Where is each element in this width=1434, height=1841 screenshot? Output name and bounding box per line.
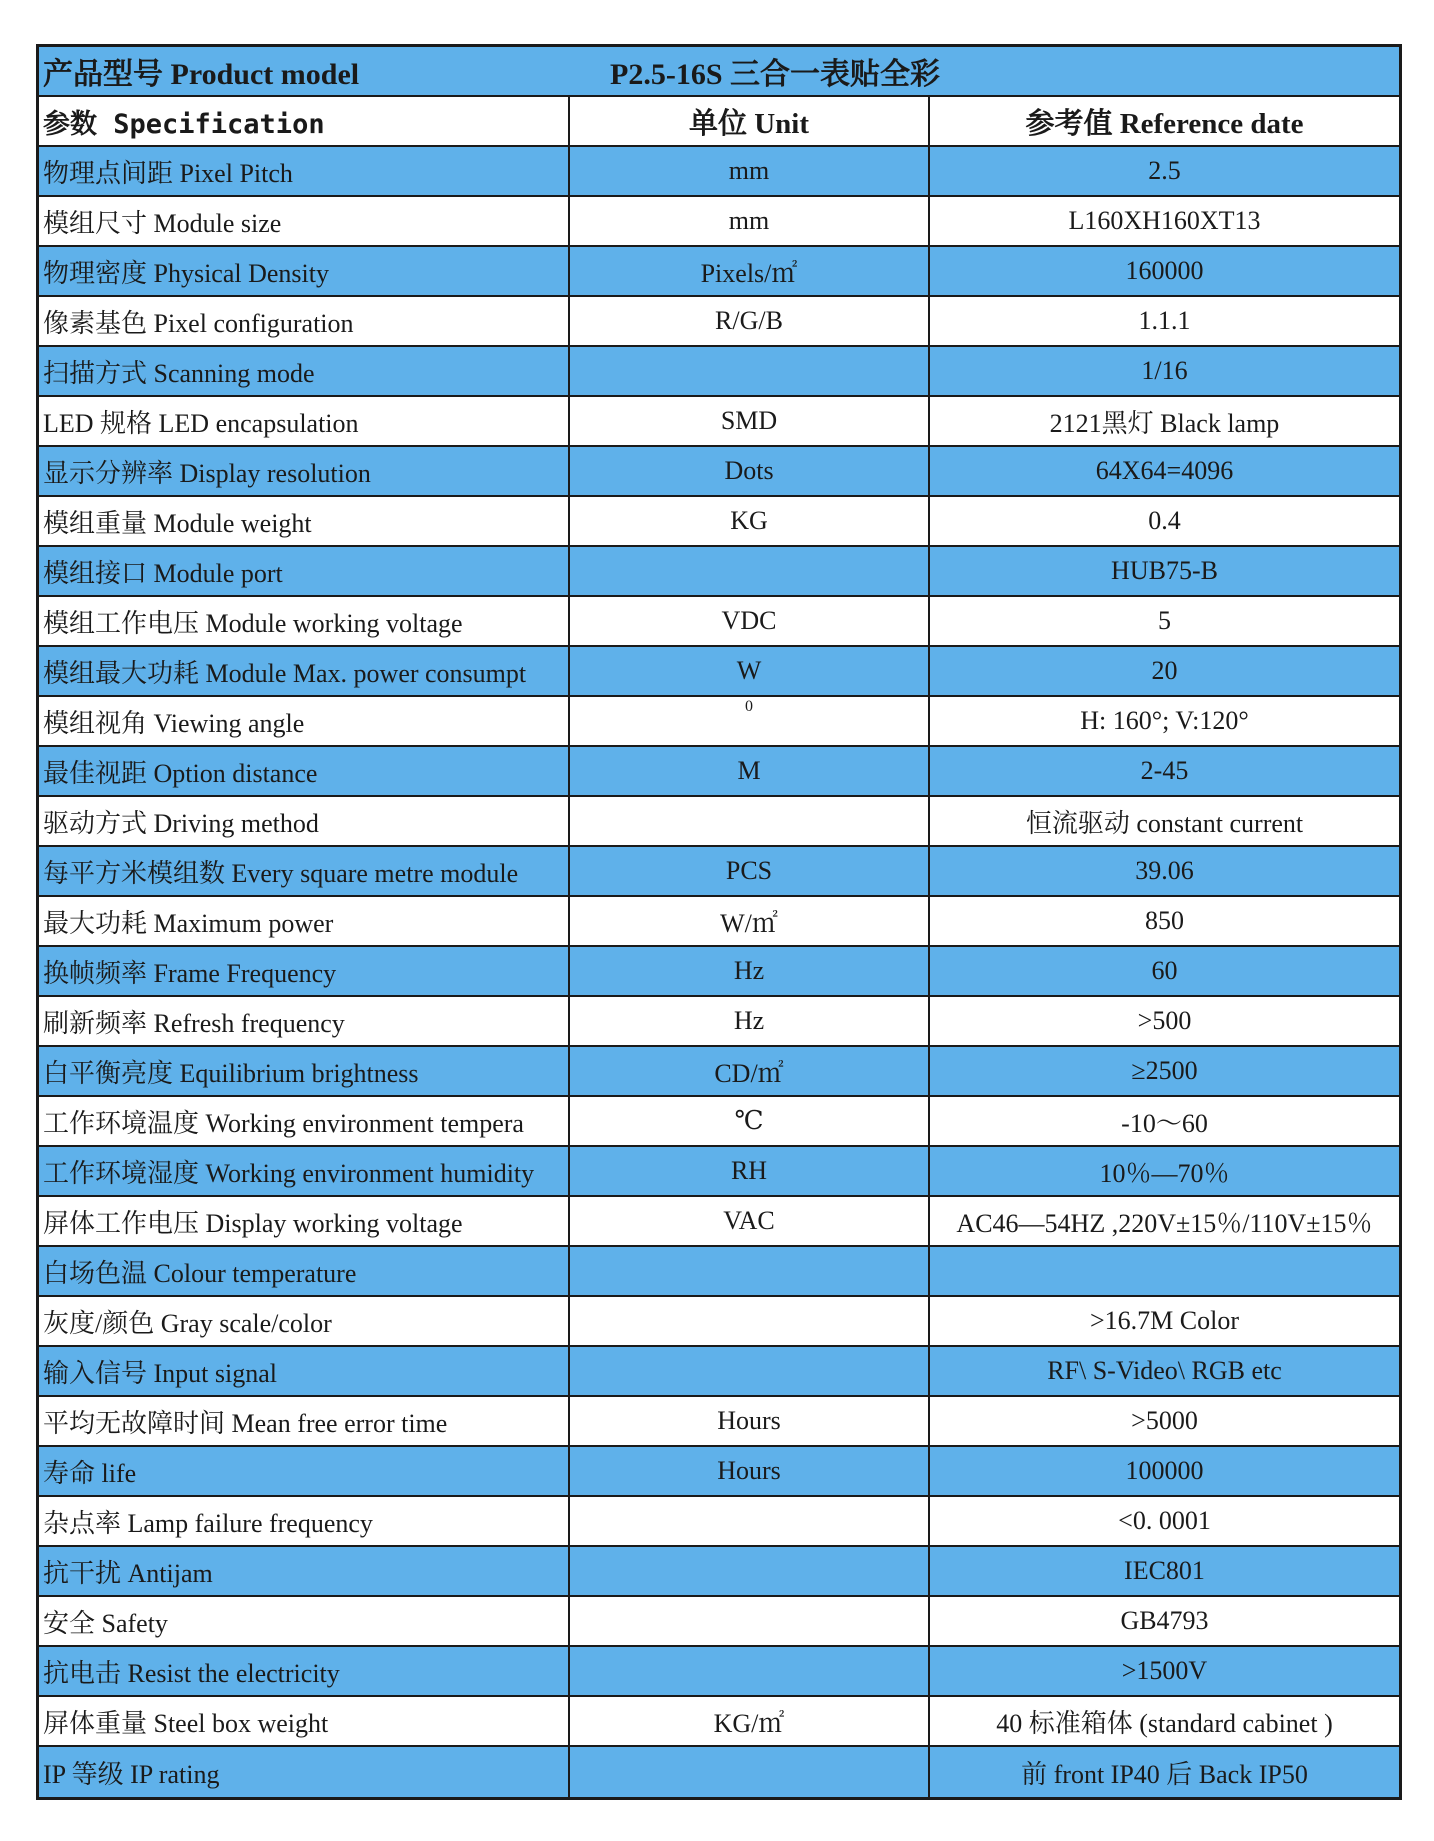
value-cell: >500 — [1137, 1006, 1192, 1035]
value-cell: 160000 — [1125, 256, 1204, 285]
value-cell: 2121黑灯 Black lamp — [1049, 408, 1280, 438]
spec-cell: 显示分辨率 Display resolution — [39, 447, 570, 495]
value-cell: 100000 — [1125, 1456, 1204, 1485]
unit-cell: CD/㎡ — [570, 1047, 930, 1095]
value-cell: 1/16 — [1141, 356, 1188, 385]
table-row — [39, 1247, 1399, 1297]
spec-cell: 工作环境湿度 Working environment humidity — [39, 1147, 570, 1195]
table-row — [39, 797, 1399, 847]
table-row — [39, 747, 1399, 797]
table-row — [39, 147, 1399, 197]
spec-cell: 物理密度 Physical Density — [39, 247, 570, 295]
unit-cell — [570, 1547, 930, 1595]
value-cell: 2-45 — [1140, 756, 1189, 785]
header-row — [39, 97, 1399, 147]
unit-cell: ℃ — [570, 1097, 930, 1145]
table-row — [39, 1447, 1399, 1497]
value-cell — [930, 1247, 1399, 1295]
unit-cell — [570, 1747, 930, 1797]
value-cell: 39.06 — [1135, 856, 1194, 885]
spec-cell: 每平方米模组数 Every square metre module — [39, 847, 570, 895]
unit-cell — [570, 1497, 930, 1545]
value-cell: 2.5 — [1148, 156, 1181, 185]
value-cell: 0.4 — [1148, 506, 1181, 535]
unit-cell: W — [570, 647, 930, 695]
value-cell: 前 front IP40 后 Back IP50 — [1021, 1759, 1308, 1789]
spec-cell: 灰度/颜色 Gray scale/color — [39, 1297, 570, 1345]
product-model-label: 产品型号 Product model — [43, 58, 360, 91]
value-cell: <0. 0001 — [1118, 1506, 1211, 1535]
spec-cell: 白平衡亮度 Equilibrium brightness — [39, 1047, 570, 1095]
spec-cell: 换帧频率 Frame Frequency — [39, 947, 570, 995]
spec-cell: 模组最大功耗 Module Max. power consumpt — [39, 647, 570, 695]
value-cell: GB4793 — [1120, 1606, 1209, 1635]
table-row — [39, 1697, 1399, 1747]
spec-cell: 驱动方式 Driving method — [39, 797, 570, 845]
spec-cell: 模组重量 Module weight — [39, 497, 570, 545]
spec-cell: IP 等级 IP rating — [39, 1747, 570, 1797]
spec-cell: 模组尺寸 Module size — [39, 197, 570, 245]
value-cell: 恒流驱动 constant current — [1025, 808, 1304, 838]
unit-cell: mm — [570, 147, 930, 195]
value-cell: ≥2500 — [1131, 1056, 1198, 1085]
spec-cell: 工作环境温度 Working environment tempera — [39, 1097, 570, 1145]
table-row — [39, 347, 1399, 397]
table-row — [39, 897, 1399, 947]
table-row — [39, 947, 1399, 997]
spec-cell: 屏体工作电压 Display working voltage — [39, 1197, 570, 1245]
unit-cell: 0 — [570, 697, 930, 745]
unit-cell: RH — [570, 1147, 930, 1195]
table-row — [39, 1097, 1399, 1147]
spec-cell: 输入信号 Input signal — [39, 1347, 570, 1395]
spec-cell: 物理点间距 Pixel Pitch — [39, 147, 570, 195]
table-row — [39, 1197, 1399, 1247]
table-row — [39, 447, 1399, 497]
value-cell: 60 — [1151, 956, 1178, 985]
spec-cell: 平均无故障时间 Mean free error time — [39, 1397, 570, 1445]
unit-cell: W/㎡ — [570, 897, 930, 945]
value-cell: 40 标准箱体 (standard cabinet ) — [996, 1708, 1333, 1738]
value-cell: 20 — [1151, 656, 1178, 685]
unit-cell — [570, 1297, 930, 1345]
spec-cell: 模组接口 Module port — [39, 547, 570, 595]
spec-cell: 抗干扰 Antijam — [39, 1547, 570, 1595]
value-cell: -10～60 — [1121, 1108, 1208, 1138]
value-cell: H: 160°; V:120° — [1080, 706, 1249, 735]
unit-cell: Dots — [570, 447, 930, 495]
unit-cell: Hz — [570, 947, 930, 995]
value-cell: RF\ S-Video\ RGB etc — [1047, 1356, 1282, 1385]
table-row — [39, 1647, 1399, 1697]
spec-cell: 抗电击 Resist the electricity — [39, 1647, 570, 1695]
unit-cell: M — [570, 747, 930, 795]
spec-cell: 白场色温 Colour temperature — [39, 1247, 570, 1295]
spec-cell: LED 规格 LED encapsulation — [39, 397, 570, 445]
unit-cell: SMD — [570, 397, 930, 445]
spec-cell: 刷新频率 Refresh frequency — [39, 997, 570, 1045]
unit-cell — [570, 547, 930, 595]
value-cell: >1500V — [1121, 1656, 1208, 1685]
table-row — [39, 1297, 1399, 1347]
unit-cell — [570, 797, 930, 845]
value-cell: 64X64=4096 — [1095, 456, 1234, 485]
table-row — [39, 1497, 1399, 1547]
value-cell: AC46—54HZ ,220V±15％/110V±15％ — [956, 1208, 1373, 1238]
unit-cell: mm — [570, 197, 930, 245]
value-cell: IEC801 — [1124, 1556, 1205, 1585]
header-reference: 参考值 Reference date — [1025, 107, 1304, 140]
spec-cell: 像素基色 Pixel configuration — [39, 297, 570, 345]
product-model-value: P2.5-16S 三合一表贴全彩 — [610, 58, 940, 91]
unit-cell: PCS — [570, 847, 930, 895]
header-unit: 单位 Unit — [570, 97, 930, 145]
table-row — [39, 1547, 1399, 1597]
table-row — [39, 997, 1399, 1047]
table-row — [39, 697, 1399, 747]
table-row — [39, 847, 1399, 897]
value-cell: 1.1.1 — [1138, 306, 1191, 335]
table-row — [39, 247, 1399, 297]
value-cell: 850 — [1145, 906, 1184, 935]
unit-cell: Hours — [570, 1447, 930, 1495]
value-cell: >5000 — [1131, 1406, 1198, 1435]
table-row — [39, 1047, 1399, 1097]
table-row — [39, 647, 1399, 697]
spec-cell: 最大功耗 Maximum power — [39, 897, 570, 945]
table-row — [39, 1347, 1399, 1397]
spec-cell: 安全 Safety — [39, 1597, 570, 1645]
unit-cell: KG — [570, 497, 930, 545]
table-row — [39, 197, 1399, 247]
header-spec: 参数 Specification — [39, 97, 570, 145]
table-row — [39, 597, 1399, 647]
spec-cell: 扫描方式 Scanning mode — [39, 347, 570, 395]
unit-cell: Pixels/㎡ — [570, 247, 930, 295]
spec-table — [36, 44, 1402, 1800]
table-row — [39, 1747, 1399, 1797]
table-row — [39, 547, 1399, 597]
unit-cell: VDC — [570, 597, 930, 645]
title-row — [39, 47, 1399, 97]
table-row — [39, 1397, 1399, 1447]
unit-cell — [570, 347, 930, 395]
unit-cell — [570, 1597, 930, 1645]
table-row — [39, 297, 1399, 347]
spec-cell: 屏体重量 Steel box weight — [39, 1697, 570, 1745]
spec-cell: 模组工作电压 Module working voltage — [39, 597, 570, 645]
table-row — [39, 497, 1399, 547]
table-body — [39, 147, 1399, 1797]
unit-cell — [570, 1347, 930, 1395]
unit-cell: KG/㎡ — [570, 1697, 930, 1745]
table-row — [39, 397, 1399, 447]
unit-cell — [570, 1647, 930, 1695]
unit-cell: Hz — [570, 997, 930, 1045]
unit-cell — [570, 1247, 930, 1295]
unit-cell: VAC — [570, 1197, 930, 1245]
value-cell: 5 — [1158, 606, 1171, 635]
spec-cell: 最佳视距 Option distance — [39, 747, 570, 795]
value-cell: L160XH160XT13 — [1068, 206, 1261, 235]
spec-cell: 杂点率 Lamp failure frequency — [39, 1497, 570, 1545]
spec-cell: 模组视角 Viewing angle — [39, 697, 570, 745]
table-row — [39, 1147, 1399, 1197]
value-cell: >16.7M Color — [1089, 1306, 1239, 1335]
table-row — [39, 1597, 1399, 1647]
value-cell: 10％—70％ — [1099, 1158, 1230, 1188]
unit-cell: R/G/B — [570, 297, 930, 345]
unit-cell: Hours — [570, 1397, 930, 1445]
spec-cell: 寿命 life — [39, 1447, 570, 1495]
value-cell: HUB75-B — [1111, 556, 1218, 585]
